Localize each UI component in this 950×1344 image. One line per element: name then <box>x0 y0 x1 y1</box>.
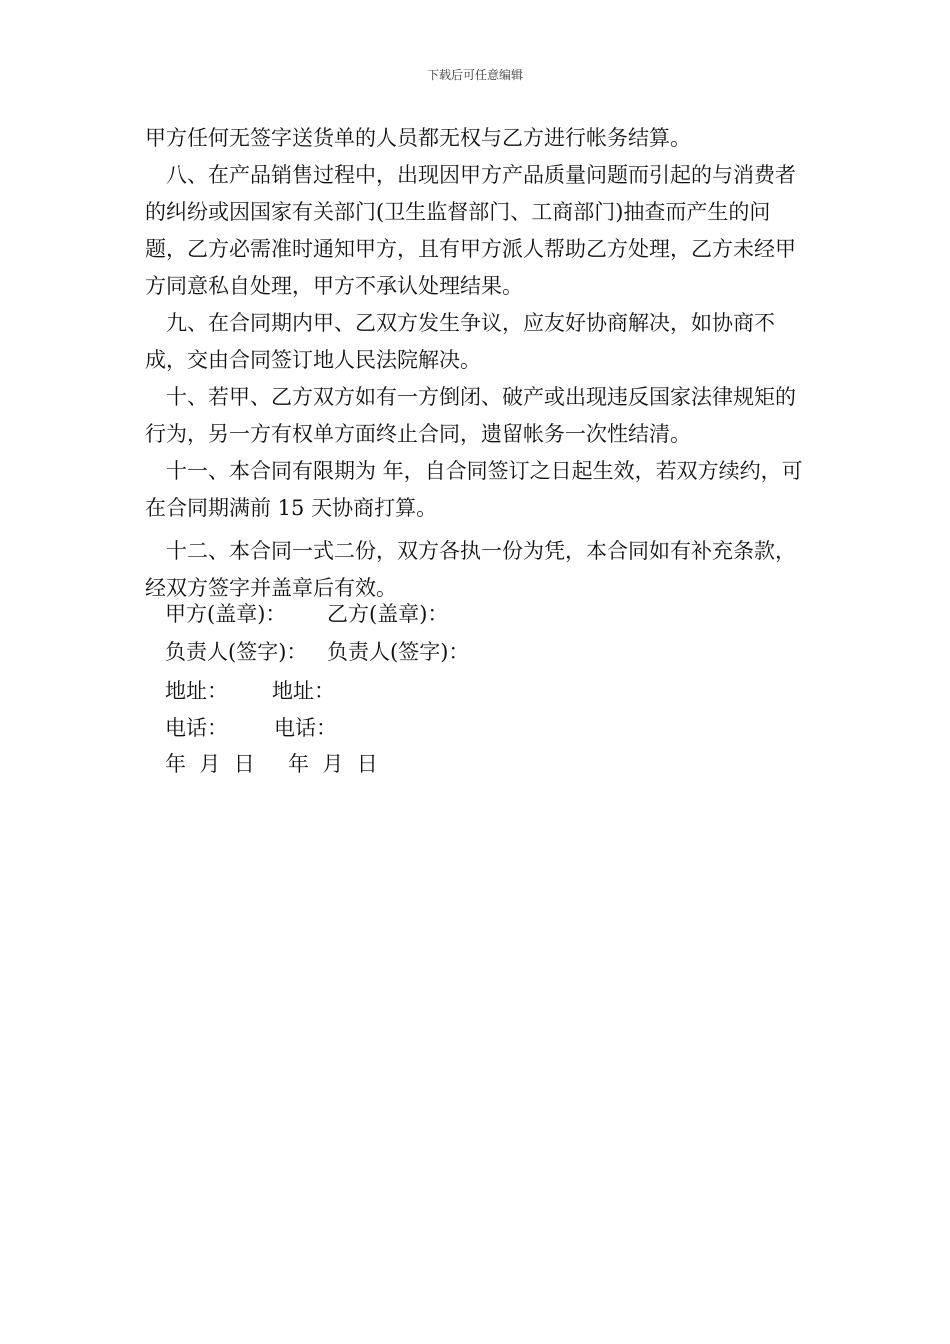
contract-body <box>145 120 810 607</box>
page-header: 下载后可任意编辑 <box>426 68 523 82</box>
clause-10: 十、若甲、乙方双方如有一方倒闭、破产或出现违反国家法律规矩的行为，另一方有权单方面终止合同，遗留帐务一次性结清。 <box>145 385 796 446</box>
clause-12: 十二、本合同一式二份，双方各执一份为凭，本合同如有补充条款，经双方签字并盖章后有效。 <box>145 539 796 600</box>
clause-11: 十一、本合同有限期为 年，自合同签订之日起生效，若双方续约，可在合同期满前 15 天协商打算。 <box>145 459 803 520</box>
party-b-address-label: 地址： <box>272 679 335 703</box>
party-a-address-label: 地址： <box>165 679 228 703</box>
party-a-phone-label: 电话： <box>165 716 228 740</box>
party-b-seal-label: 乙方(盖章)： <box>327 602 449 626</box>
party-b-representative-label: 负责人(签字)： <box>327 640 470 664</box>
paragraph-continuation: 甲方任何无签字送货单的人员都无权与乙方进行帐务结算。 <box>145 126 691 150</box>
party-b-date: 年 月 日 <box>288 752 378 776</box>
party-b-phone-label: 电话： <box>274 716 337 740</box>
party-a-representative-label: 负责人(签字)： <box>165 640 308 664</box>
party-a-date: 年 月 日 <box>165 752 255 776</box>
clause-9: 九、在合同期内甲、乙双方发生争议，应友好协商解决，如协商不成，交由合同签订地人民法院解决。 <box>145 311 775 372</box>
clause-8: 八、在产品销售过程中，出现因甲方产品质量问题而引起的与消费者的纠纷或因国家有关部门(卫生监督部门、工商部门)抽查而产生的问题，乙方必需准时通知甲方，且有甲方派人帮助乙方处理，乙方未经甲方同意私自处理，甲方不承认处理结果。 <box>145 163 796 298</box>
party-a-seal-label: 甲方(盖章)： <box>165 602 287 626</box>
